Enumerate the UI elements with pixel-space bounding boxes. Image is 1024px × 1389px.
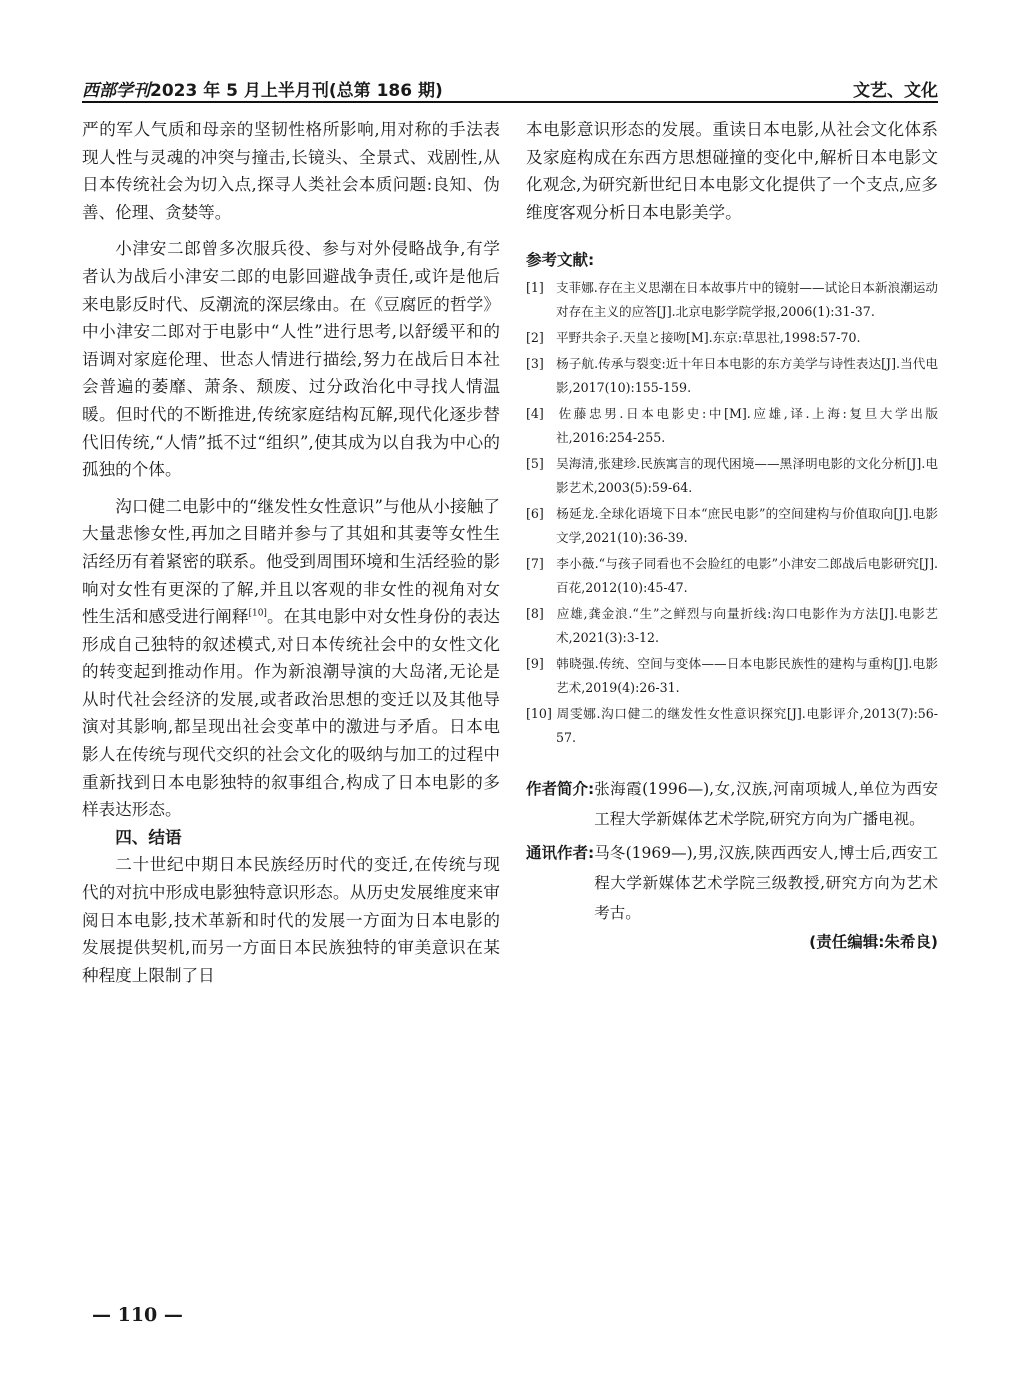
author-bio-label: 作者简介: xyxy=(526,780,595,799)
paragraph: 严的军人气质和母亲的坚韧性格所影响,用对称的手法表现人性与灵魂的冲突与撞击,长镜头、全景式、戏剧性,从日本传统社会为切入点,探寻人类社会本质问题:良知、伪善、伦理、贪婪等。 xyxy=(82,120,500,222)
reference-number: [8] xyxy=(526,606,544,622)
paragraph: 二十世纪中期日本民族经历时代的变迁,在传统与现代的对抗中形成电影独特意识形态。从历史发展维度来审阅日本电影,技术革新和时代的发展一方面为日本电影的发展提供契机,而另一方面日本民族独特的审美意识在某种程度上限制了日 xyxy=(82,855,500,985)
reference-item xyxy=(526,452,938,500)
reference-number: [4] xyxy=(526,406,544,422)
reference-item xyxy=(526,652,938,700)
reference-number: [3] xyxy=(526,356,544,372)
paragraph-text: 。在其电影中对女性身份的表达形成自己独特的叙述模式,对日本传统社会中的女性文化的转变起到推动作用。作为新浪潮导演的大岛渚,无论是从时代社会经济的发展,或者政治思想的变迁以及其他导演对其影响,都呈现出社会变革中的激进与矛盾。日本电影人在传统与现代交织的社会文化的吸纳与加工的过程中重新找到日本电影独特的叙事组合,构成了日本电影的多样表达形态。 xyxy=(82,607,501,820)
journal-logo: 西部学刊 xyxy=(82,81,150,101)
reference-number: [6] xyxy=(526,506,544,522)
reference-item xyxy=(526,352,938,400)
reference-text: 韩晓强.传统、空间与变体——日本电影民族性的建构与重构[J].电影艺术,2019(4):26-31. xyxy=(556,656,938,696)
reference-item xyxy=(526,326,938,350)
paragraph: 小津安二郎曾多次服兵役、参与对外侵略战争,有学者认为战后小津安二郎的电影回避战争责任,或许是他后来电影反时代、反潮流的深层缘由。在《豆腐匠的哲学》中小津安二郎对于电影中“人性”进行思考,以舒缓平和的语调对家庭伦理、世态人情进行描绘,努力在战后日本社会普遍的萎靡、萧条、颓废、过分政治化中寻找人情温暖。但时代的不断推进,传统家庭结构瓦解,现代化逐步替代旧传统,“人情”抵不过“组织”,使其成为以自我为中心的孤独的个体。 xyxy=(82,239,500,480)
reference-text: 周雯娜.沟口健二的继发性女性意识探究[J].电影评介,2013(7):56-57. xyxy=(556,706,938,746)
reference-text: 李小薇.“与孩子同看也不会脸红的电影”小津安二郎战后电影研究[J].百花,2012(10):45-47. xyxy=(556,556,938,596)
section-name: 文艺、文化 xyxy=(853,81,938,101)
author-bio-text: 张海霞(1996—),女,汉族,河南项城人,单位为西安工程大学新媒体艺术学院,研究方向为广播电视。 xyxy=(594,780,938,829)
reference-item xyxy=(526,552,938,600)
corresponding-author xyxy=(526,838,938,928)
reference-number: [7] xyxy=(526,556,544,572)
reference-item xyxy=(526,502,938,550)
paragraph xyxy=(82,493,500,824)
reference-number: [10] xyxy=(526,706,552,722)
reference-list xyxy=(526,276,938,750)
paragraph: 本电影意识形态的发展。重读日本电影,从社会文化体系及家庭构成在东西方思想碰撞的变化中,解析日本电影文化观念,为研究新世纪日本电影文化提供了一个支点,应多维度客观分析日本电影美学。 xyxy=(526,120,938,222)
responsible-editor: (责任编辑:朱希良) xyxy=(809,933,938,952)
header-rule xyxy=(82,101,938,103)
paragraph-text: 沟口健二电影中的“继发性女性意识”与他从小接触了大量悲惨女性,再加之目睹并参与了其姐和其妻等女性生活经历有着紧密的联系。他受到周围环境和生活经验的影响对女性有更深的了解,并且以客观的非女性的视角对女性生活和感受进行阐释 xyxy=(82,496,500,627)
section-heading: 四、结语 xyxy=(115,827,182,847)
reference-item xyxy=(526,702,938,750)
journal-issue: 2023 年 5 月上半月刊(总第 186 期) xyxy=(150,81,443,101)
left-column xyxy=(82,116,500,989)
reference-number: [2] xyxy=(526,330,544,346)
reference-text: 应雄,龚金浪.“生”之鲜烈与向量折线:沟口电影作为方法[J].电影艺术,2021(3):3-12. xyxy=(556,606,938,646)
author-bio xyxy=(526,774,938,834)
reference-number: [1] xyxy=(526,280,544,296)
reference-text: 平野共余子.天皇と接吻[M].东京:草思社,1998:57-70. xyxy=(556,330,861,346)
reference-text: 杨延龙.全球化语境下日本“庶民电影”的空间建构与价值取向[J].电影文学,2021(10):36-39. xyxy=(556,506,938,546)
reference-number: [9] xyxy=(526,656,544,672)
reference-text: 佐藤忠男.日本电影史:中[M].应雄,译.上海:复旦大学出版社,2016:254-255. xyxy=(556,406,938,446)
reference-text: 吴海清,张建珍.民族寓言的现代困境——黑泽明电影的文化分析[J].电影艺术,2003(5):59-64. xyxy=(556,456,938,496)
reference-text: 支菲娜.存在主义思潮在日本故事片中的镜射——试论日本新浪潮运动对存在主义的应答[J].北京电影学院学报,2006(1):31-37. xyxy=(556,280,938,320)
reference-number: [5] xyxy=(526,456,544,472)
running-header xyxy=(82,72,938,102)
references-title: 参考文献: xyxy=(526,251,595,270)
reference-item xyxy=(526,402,938,450)
citation-ref: [10] xyxy=(248,608,267,619)
page-number: — 110 — xyxy=(92,1304,183,1326)
corresponding-author-text: 马冬(1969—),男,汉族,陕西西安人,博士后,西安工程大学新媒体艺术学院三级教授,研究方向为艺术考古。 xyxy=(594,844,938,923)
journal-title xyxy=(82,76,443,101)
reference-text: 杨子航.传承与裂变:近十年日本电影的东方美学与诗性表达[J].当代电影,2017(10):155-159. xyxy=(556,356,938,396)
reference-item xyxy=(526,602,938,650)
corresponding-author-label: 通讯作者: xyxy=(526,844,595,863)
reference-item xyxy=(526,276,938,324)
right-column xyxy=(526,116,938,952)
